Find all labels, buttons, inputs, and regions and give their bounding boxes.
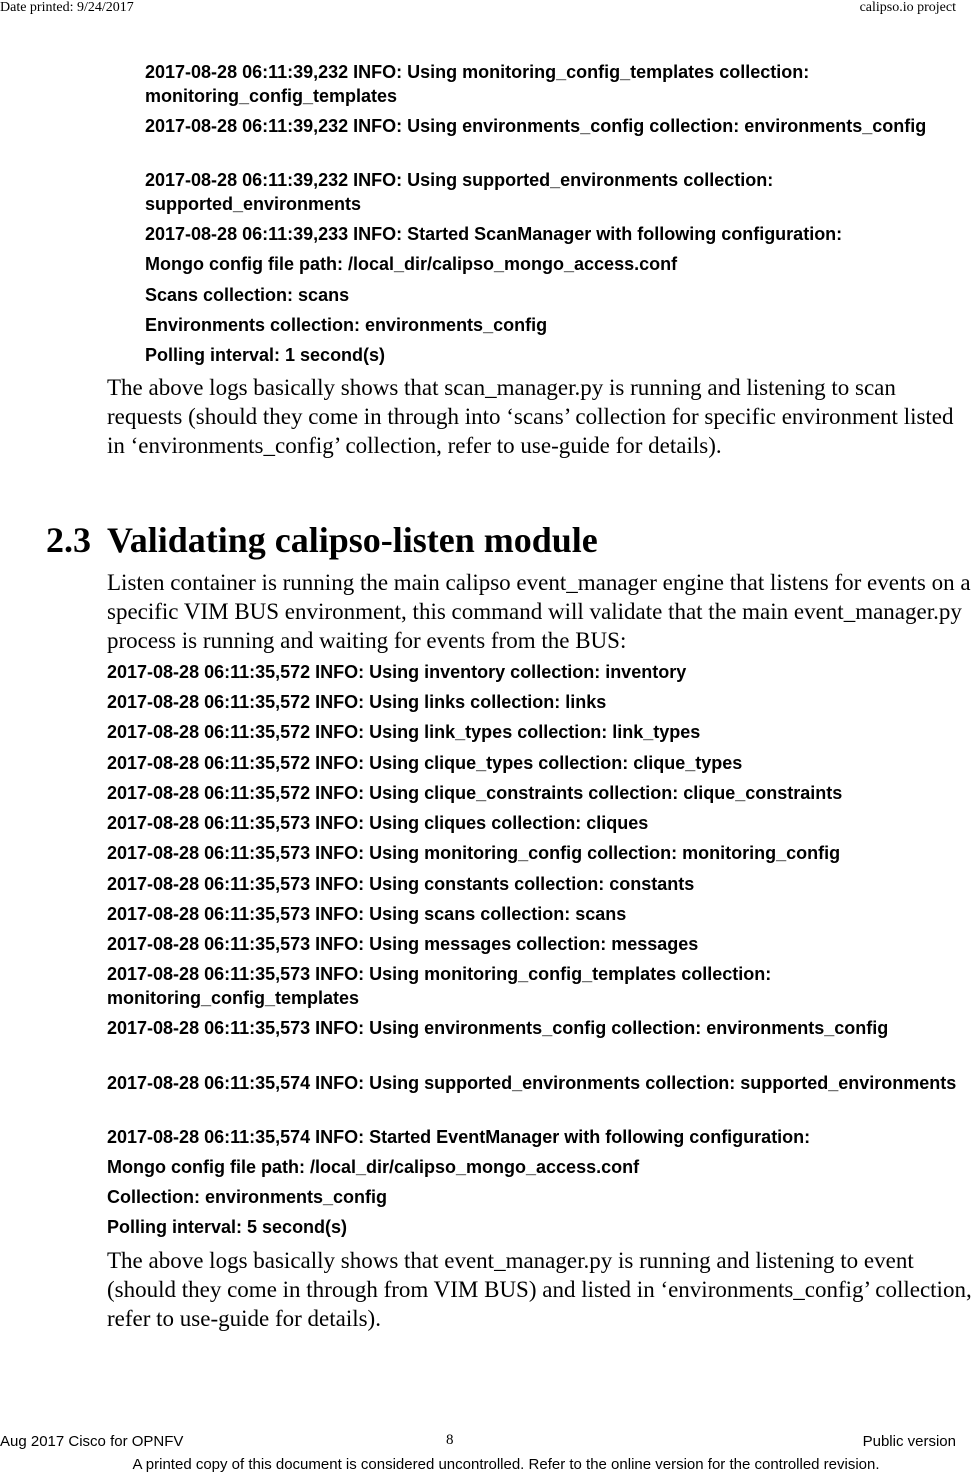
- log-line: 2017-08-28 06:11:35,573 INFO: Using monitoring_config_templates collection: monitoring_config_templates: [107, 964, 772, 1008]
- log-line: 2017-08-28 06:11:35,572 INFO: Using clique_types collection: clique_types: [107, 753, 743, 773]
- log-line: 2017-08-28 06:11:35,572 INFO: Using links collection: links: [107, 692, 607, 712]
- log-line: Mongo config file path: /local_dir/calipso_mongo_access.conf: [107, 1157, 640, 1177]
- footer-doc-info: Aug 2017 Cisco for OPNFV: [0, 1433, 184, 1450]
- section-heading: [46, 518, 598, 562]
- log-line: 2017-08-28 06:11:35,573 INFO: Using environments_config collection: environments_config: [107, 1018, 889, 1038]
- footer-uncontrolled-note: A printed copy of this document is considered uncontrolled. Refer to the online version for the controlled revision.: [132, 1456, 880, 1473]
- footer-version: Public version: [862, 1433, 956, 1450]
- paragraph-event-manager: The above logs basically shows that event_manager.py is running and listening to event (should they come in through from VIM BUS) and listed in ‘environments_config’ collection, refer to use-guide for details).: [107, 1248, 972, 1331]
- section-number: 2.3: [46, 520, 91, 560]
- log-line: 2017-08-28 06:11:35,574 INFO: Using supported_environments collection: supported_environments: [107, 1073, 957, 1093]
- log-line: 2017-08-28 06:11:35,573 INFO: Using constants collection: constants: [107, 874, 695, 894]
- paragraph-scan-manager: The above logs basically shows that scan_manager.py is running and listening to scan requests (should they come in through into ‘scans’ collection for specific environment listed in ‘environments_config’ collection, refer to use-guide for details).: [107, 375, 954, 458]
- log-line: 2017-08-28 06:11:39,232 INFO: Using supported_environments collection: supported_environments: [145, 170, 774, 214]
- section-title: Validating calipso-listen module: [107, 520, 598, 560]
- log-line: 2017-08-28 06:11:39,232 INFO: Using environments_config collection: environments_config: [145, 116, 927, 136]
- log-line: 2017-08-28 06:11:35,572 INFO: Using inventory collection: inventory: [107, 662, 687, 682]
- log-line: Scans collection: scans: [145, 285, 350, 305]
- log-line: 2017-08-28 06:11:35,573 INFO: Using scans collection: scans: [107, 904, 627, 924]
- footer-page-number: 8: [446, 1432, 454, 1448]
- log-line: Collection: environments_config: [107, 1187, 388, 1207]
- log-line: 2017-08-28 06:11:35,574 INFO: Started EventManager with following configuration:: [107, 1127, 811, 1147]
- header-project-name: calipso.io project: [859, 0, 956, 15]
- log-line: Polling interval: 5 second(s): [107, 1217, 348, 1237]
- log-line: 2017-08-28 06:11:39,233 INFO: Started ScanManager with following configuration:: [145, 224, 843, 244]
- log-line: Mongo config file path: /local_dir/calipso_mongo_access.conf: [145, 254, 678, 274]
- log-line: 2017-08-28 06:11:35,573 INFO: Using messages collection: messages: [107, 934, 699, 954]
- header-date-printed: Date printed: 9/24/2017: [0, 0, 134, 15]
- log-line: 2017-08-28 06:11:35,572 INFO: Using clique_constraints collection: clique_constraints: [107, 783, 843, 803]
- log-line: Environments collection: environments_config: [145, 315, 548, 335]
- log-line: 2017-08-28 06:11:39,232 INFO: Using monitoring_config_templates collection: monitoring_config_templates: [145, 62, 810, 106]
- log-line: 2017-08-28 06:11:35,573 INFO: Using cliques collection: cliques: [107, 813, 649, 833]
- log-line: 2017-08-28 06:11:35,572 INFO: Using link_types collection: link_types: [107, 722, 701, 742]
- log-line: 2017-08-28 06:11:35,573 INFO: Using monitoring_config collection: monitoring_config: [107, 843, 841, 863]
- paragraph-listen-intro: Listen container is running the main calipso event_manager engine that listens for events on a specific VIM BUS environment, this command will validate that the main event_manager.py process is running and waiting for events from the BUS:: [107, 570, 971, 653]
- log-line: Polling interval: 1 second(s): [145, 345, 386, 365]
